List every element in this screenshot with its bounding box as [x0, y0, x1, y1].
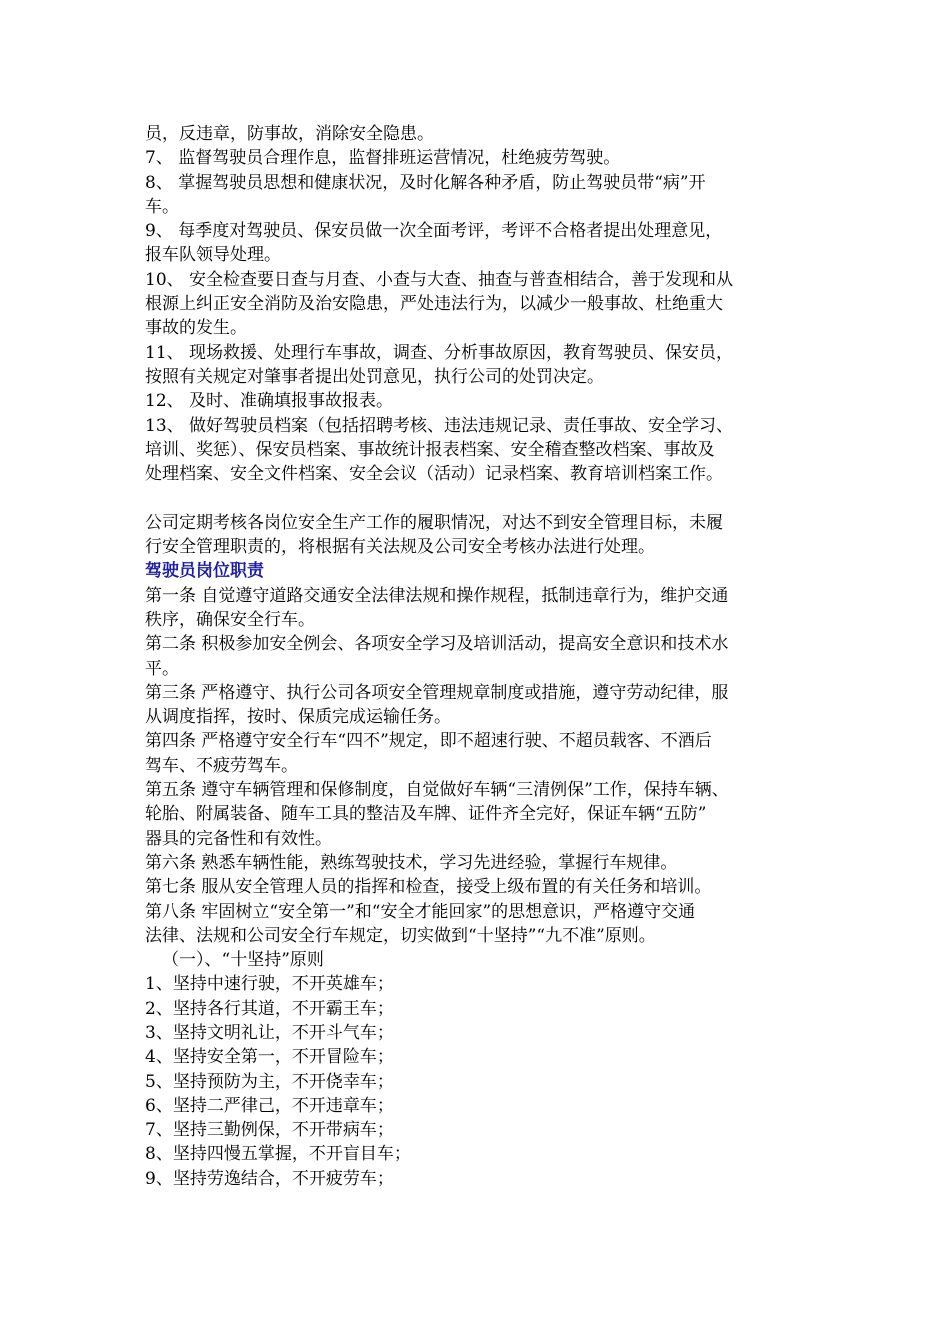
article-line: 第三条 严格遵守、执行公司各项安全管理规章制度或措施，遵守劳动纪律，服	[145, 682, 729, 703]
text-line: 行安全管理职责的，将根据有关法规及公司安全考核办法进行处理。	[145, 537, 655, 558]
text-line: 按照有关规定对肇事者提出处罚意见，执行公司的处罚决定。	[145, 366, 604, 387]
list-item: 7、坚持三勤例保，不开带病车；	[145, 1120, 394, 1141]
document-page	[145, 122, 825, 1191]
article-line: 从调度指挥，按时、保质完成运输任务。	[145, 707, 451, 728]
article-line: 器具的完备性和有效性。	[145, 828, 332, 849]
list-item: 4、坚持安全第一，不开冒险车；	[145, 1047, 394, 1068]
subheading: （一）、“十坚持”原则	[162, 950, 324, 971]
list-item: 5、坚持预防为主，不开侥幸车；	[145, 1071, 394, 1092]
list-item: 2、坚持各行其道，不开霸王车；	[145, 998, 394, 1019]
text-line: 8、 掌握驾驶员思想和健康状况，及时化解各种矛盾，防止驾驶员带“病”开	[145, 172, 706, 193]
article-line: 第二条 积极参加安全例会、各项安全学习及培训活动，提高安全意识和技术水	[145, 634, 729, 655]
assessment-paragraph	[145, 511, 825, 560]
text-line: 10、 安全检查要日查与月查、小查与大查、抽查与普查相结合，善于发现和从	[145, 269, 734, 290]
articles-list	[145, 584, 825, 948]
text-line: 处理档案、安全文件档案、安全会议（活动）记录档案、教育培训档案工作。	[145, 464, 723, 485]
article-line: 秩序，确保安全行车。	[145, 609, 315, 630]
text-line: 根源上纠正安全消防及治安隐患，严处违法行为，以减少一般事故、杜绝重大	[145, 294, 723, 315]
list-item: 6、坚持二严律己，不开违章车；	[145, 1095, 394, 1116]
text-line: 培训、奖惩）、保安员档案、事故统计报表档案、安全稽查整改档案、事故及	[145, 439, 715, 460]
article-line: 平。	[145, 658, 179, 679]
text-line: 7、 监督驾驶员合理作息，监督排班运营情况，杜绝疲劳驾驶。	[145, 148, 621, 169]
text-line: 12、 及时、准确填报事故报表。	[145, 391, 394, 412]
text-line: 9、 每季度对驾驶员、保安员做一次全面考评，考评不合格者提出处理意见，	[145, 221, 723, 242]
section-heading: 驾驶员岗位职责	[145, 561, 264, 582]
text-line: 13、 做好驾驶员档案（包括招聘考核、违法违规记录、责任事故、安全学习、	[145, 415, 734, 436]
article-line: 第五条 遵守车辆管理和保修制度，自觉做好车辆“三清例保”工作，保持车辆、	[145, 780, 729, 801]
text-line: 11、 现场救援、处理行车事故，调查、分析事故原因，教育驾驶员、保安员，	[145, 342, 734, 363]
text-line: 员，反违章，防事故，消除安全隐患。	[145, 124, 434, 144]
blank-line	[145, 486, 825, 510]
article-line: 第七条 服从安全管理人员的指挥和检查，接受上级布置的有关任务和培训。	[145, 877, 712, 898]
list-item: 8、坚持四慢五掌握，不开盲目车；	[145, 1144, 411, 1165]
article-line: 法律、法规和公司安全行车规定，切实做到“十坚持”“九不准”原则。	[145, 925, 656, 946]
text-line: 公司定期考核各岗位安全生产工作的履职情况，对达不到安全管理目标，未履	[145, 512, 723, 533]
article-line: 第六条 熟悉车辆性能，熟练驾驶技术，学习先进经验，掌握行车规律。	[145, 852, 678, 873]
list-item: 3、坚持文明礼让，不开斗气车；	[145, 1022, 394, 1043]
article-line: 第一条 自觉遵守道路交通安全法律法规和操作规程，抵制违章行为，维护交通	[145, 585, 729, 606]
article-line: 轮胎、附属装备、随车工具的整洁及车牌、证件齐全完好，保证车辆“五防”	[145, 804, 707, 825]
text-line: 车。	[145, 196, 179, 217]
principles-list	[145, 972, 825, 1191]
article-line: 第八条 牢固树立“安全第一”和“安全才能回家”的思想意识，严格遵守交通	[145, 901, 696, 922]
duties-list	[145, 122, 825, 486]
text-line: 事故的发生。	[145, 318, 247, 339]
text-line: 报车队领导处理。	[145, 245, 281, 266]
article-line: 驾车、不疲劳驾车。	[145, 755, 298, 776]
list-item: 9、坚持劳逸结合，不开疲劳车；	[145, 1168, 394, 1189]
list-item: 1、坚持中速行驶，不开英雄车；	[145, 974, 394, 995]
article-line: 第四条 严格遵守安全行车“四不”规定，即不超速行驶、不超员载客、不酒后	[145, 731, 712, 752]
